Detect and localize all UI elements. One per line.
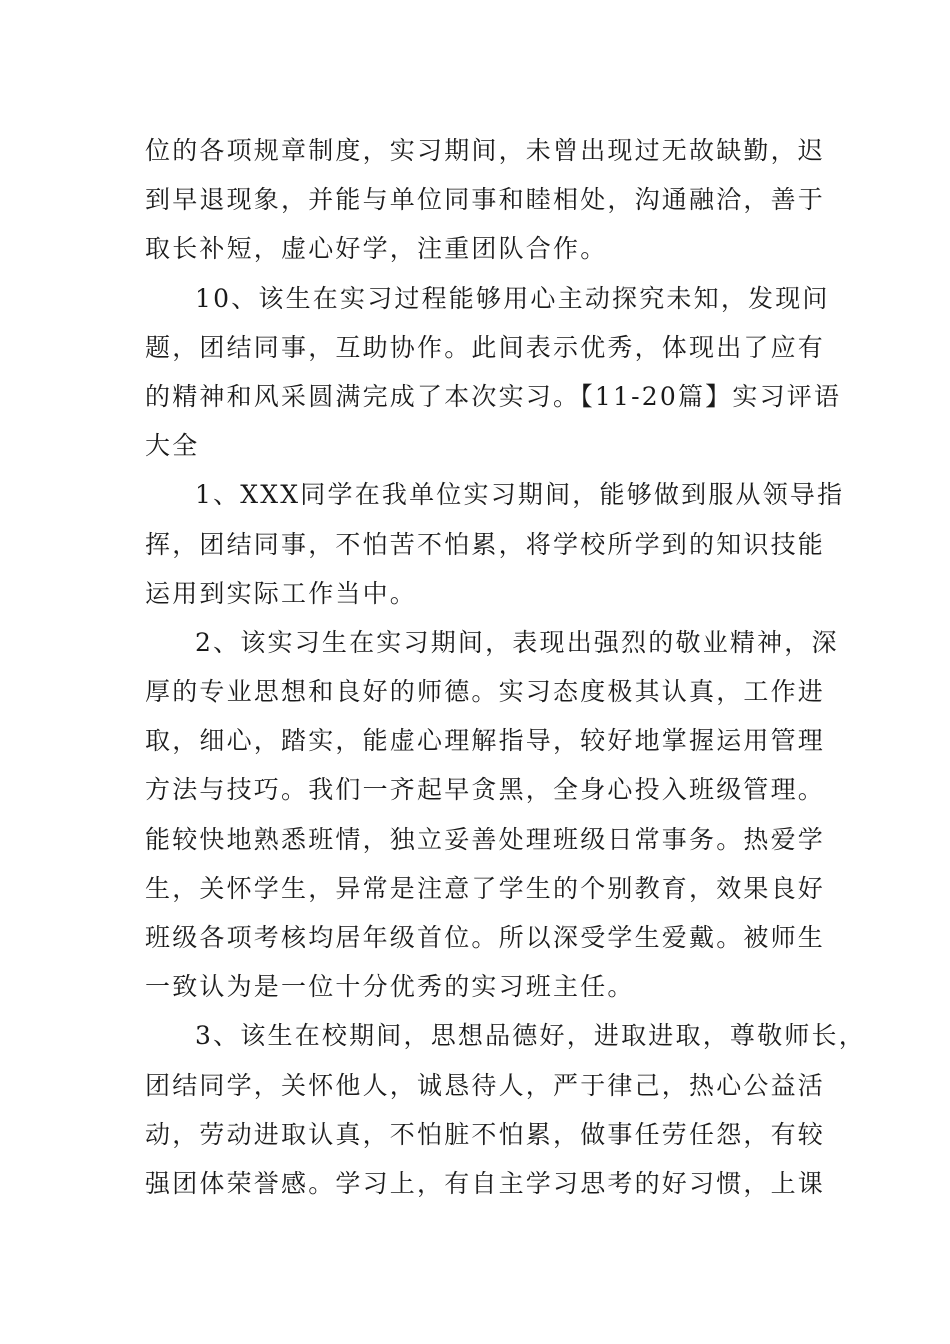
- text-line: 的精神和风采圆满完成了本次实习。【11-20篇】实习评语: [145, 381, 842, 411]
- text-line: 动，劳动进取认真，不怕脏不怕累，做事任劳任怨，有较: [145, 1119, 826, 1149]
- text-line: 3、该生在校期间，思想品德好，进取进取，尊敬师长，: [195, 1021, 866, 1051]
- text-line: 班级各项考核均居年级首位。所以深受学生爱戴。被师生: [145, 923, 826, 952]
- text-line: 挥，团结同事，不怕苦不怕累，将学校所学到的知识技能: [145, 529, 826, 559]
- document-body: [145, 126, 866, 1208]
- text-line: 大全: [145, 431, 200, 461]
- text-line: 能较快地熟悉班情，独立妥善处理班级日常事务。热爱学: [145, 824, 826, 854]
- text-line: 10、该生在实习过程能够用心主动探究未知，发现问: [195, 283, 830, 313]
- text-line: 取长补短，虚心好学，注重团队合作。: [145, 234, 608, 264]
- text-line: 题，团结同事，互助协作。此间表示优秀，体现出了应有: [145, 332, 826, 362]
- text-line: 1、XXX同学在我单位实习期间，能够做到服从领导指: [195, 480, 845, 510]
- text-line: 生，关怀学生，异常是注意了学生的个别教育，效果良好: [145, 873, 826, 903]
- text-line: 方法与技巧。我们一齐起早贪黑，全身心投入班级管理。: [145, 775, 826, 805]
- text-line: 运用到实际工作当中。: [145, 578, 418, 608]
- text-line: 强团体荣誉感。学习上，有自主学习思考的好习惯，上课: [145, 1168, 826, 1198]
- text-line: 到早退现象，并能与单位同事和睦相处，沟通融洽，善于: [145, 185, 826, 215]
- text-line: 团结同学，关怀他人，诚恳待人，严于律己，热心公益活: [145, 1070, 826, 1100]
- text-line: 位的各项规章制度，实习期间，未曾出现过无故缺勤，迟: [145, 136, 826, 165]
- text-line: 2、该实习生在实习期间，表现出强烈的敬业精神，深: [195, 627, 839, 657]
- text-line: 厚的专业思想和良好的师德。实习态度极其认真，工作进: [145, 677, 826, 707]
- text-line: 一致认为是一位十分优秀的实习班主任。: [145, 972, 635, 1002]
- text-line: 取，细心，踏实，能虚心理解指导，较好地掌握运用管理: [145, 726, 826, 756]
